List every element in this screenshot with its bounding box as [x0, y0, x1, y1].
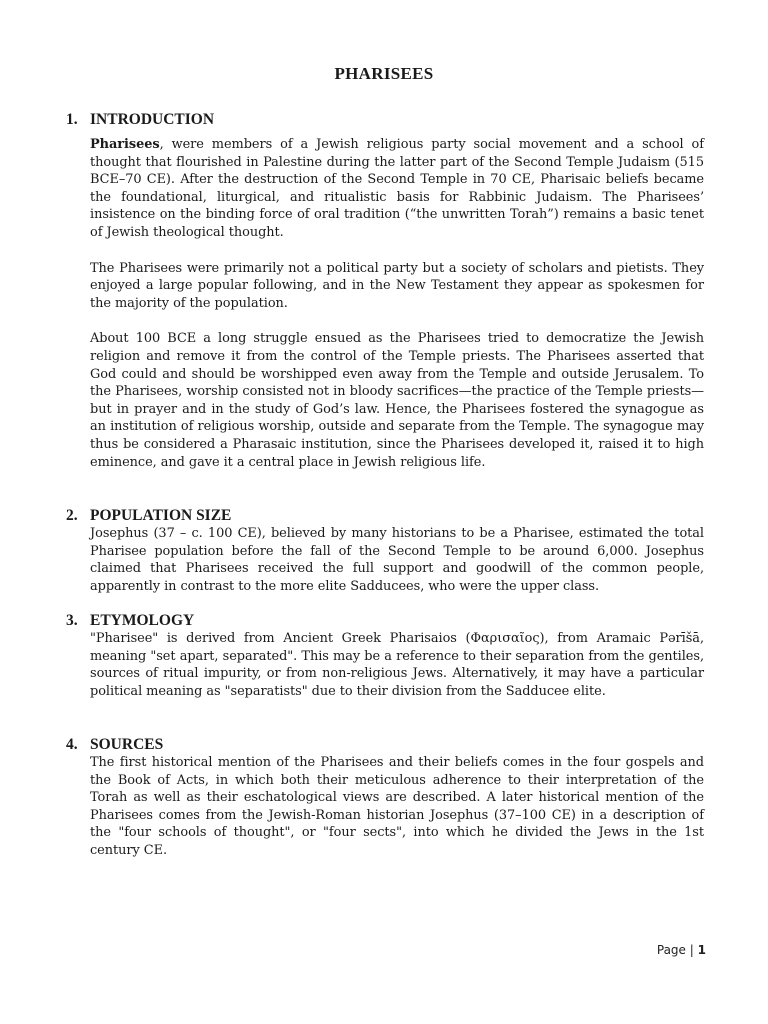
section-sources	[66, 735, 706, 860]
page-label: Page	[656, 943, 686, 957]
section-body: Josephus (37 – c. 100 CE), believed by many historians to be a Pharisee, estimated the total Pharisee population before the fall of the Second Temple to be around 6,000. Josephus claimed that Pharisees received the full support and goodwill of the common people, apparently in contrast to the more elite Sadducees, who were the upper class.	[90, 526, 704, 594]
section-title: ETYMOLOGY	[90, 612, 195, 629]
paragraph-text: , were members of a Jewish religious party social movement and a school of thought that flourished in Palestine during the latter part of the Second Temple Judaism (515 BCE–70 CE). After the destruction of the Second Temple in 70 CE, Pharisaic beliefs became the foundational, liturgical, and ritualistic basis for Rabbinic Judaism. The Pharisees’ insistence on the binding force of oral tradition (“the unwritten Torah”) remains a basic tenet of Jewish theological thought.	[90, 137, 704, 240]
section-title: INTRODUCTION	[90, 111, 215, 128]
section-heading	[66, 735, 706, 754]
page-footer	[657, 943, 706, 957]
section-body: The first historical mention of the Pharisees and their beliefs comes in the four gospels and the Book of Acts, in which both their meticulous adherence to their interpretation of the Torah as well as their eschatological views are described. A later historical mention of the Pharisees comes from the Jewish-Roman historian Josephus (37–100 CE) in a description of the "four schools of thought", or "four sects", into which he divided the Jews in the 1st century CE.	[90, 755, 704, 858]
section-title: POPULATION SIZE	[90, 507, 232, 524]
section-heading	[66, 506, 706, 525]
paragraph: The Pharisees were primarily not a political party but a society of scholars and pietists. They enjoyed a large popular following, and in the New Testament they appear as spokesmen for the majority of the population.	[90, 260, 704, 311]
section-body	[90, 136, 704, 471]
page-number: 1	[697, 943, 706, 957]
page-title: PHARISEES	[334, 64, 434, 83]
section-number: 4.	[66, 736, 78, 753]
section-heading	[66, 110, 706, 129]
section-heading	[66, 611, 706, 630]
lead-term: Pharisees	[90, 137, 160, 152]
section-number: 3.	[66, 612, 78, 629]
page-separator: |	[689, 943, 694, 957]
paragraph	[90, 136, 704, 242]
section-etymology	[66, 611, 706, 700]
section-body: "Pharisee" is derived from Ancient Greek Pharisaios (Φαρισαῖος), from Aramaic Pərīšā, meaning "set apart, separated". This may be a reference to their separation from the gentiles, sources of ritual impurity, or from non-religious Jews. Alternatively, it may have a particular political meaning as "separatists" due to their division from the Sadducee elite.	[90, 631, 704, 699]
section-number: 1.	[66, 111, 78, 128]
section-number: 2.	[66, 507, 78, 524]
section-title: SOURCES	[90, 736, 164, 753]
section-population-size	[66, 506, 706, 595]
paragraph: About 100 BCE a long struggle ensued as the Pharisees tried to democratize the Jewish religion and remove it from the control of the Temple priests. The Pharisees asserted that God could and should be worshipped even away from the Temple and outside Jerusalem. To the Pharisees, worship consisted not in bloody sacrifices—the practice of the Temple priests—but in prayer and in the study of God’s law. Hence, the Pharisees fostered the synagogue as an institution of religious worship, outside and separate from the Temple. The synagogue may thus be considered a Pharasaic institution, since the Pharisees developed it, raised it to high eminence, and gave it a central place in Jewish religious life.	[90, 331, 704, 470]
section-introduction	[66, 110, 706, 471]
